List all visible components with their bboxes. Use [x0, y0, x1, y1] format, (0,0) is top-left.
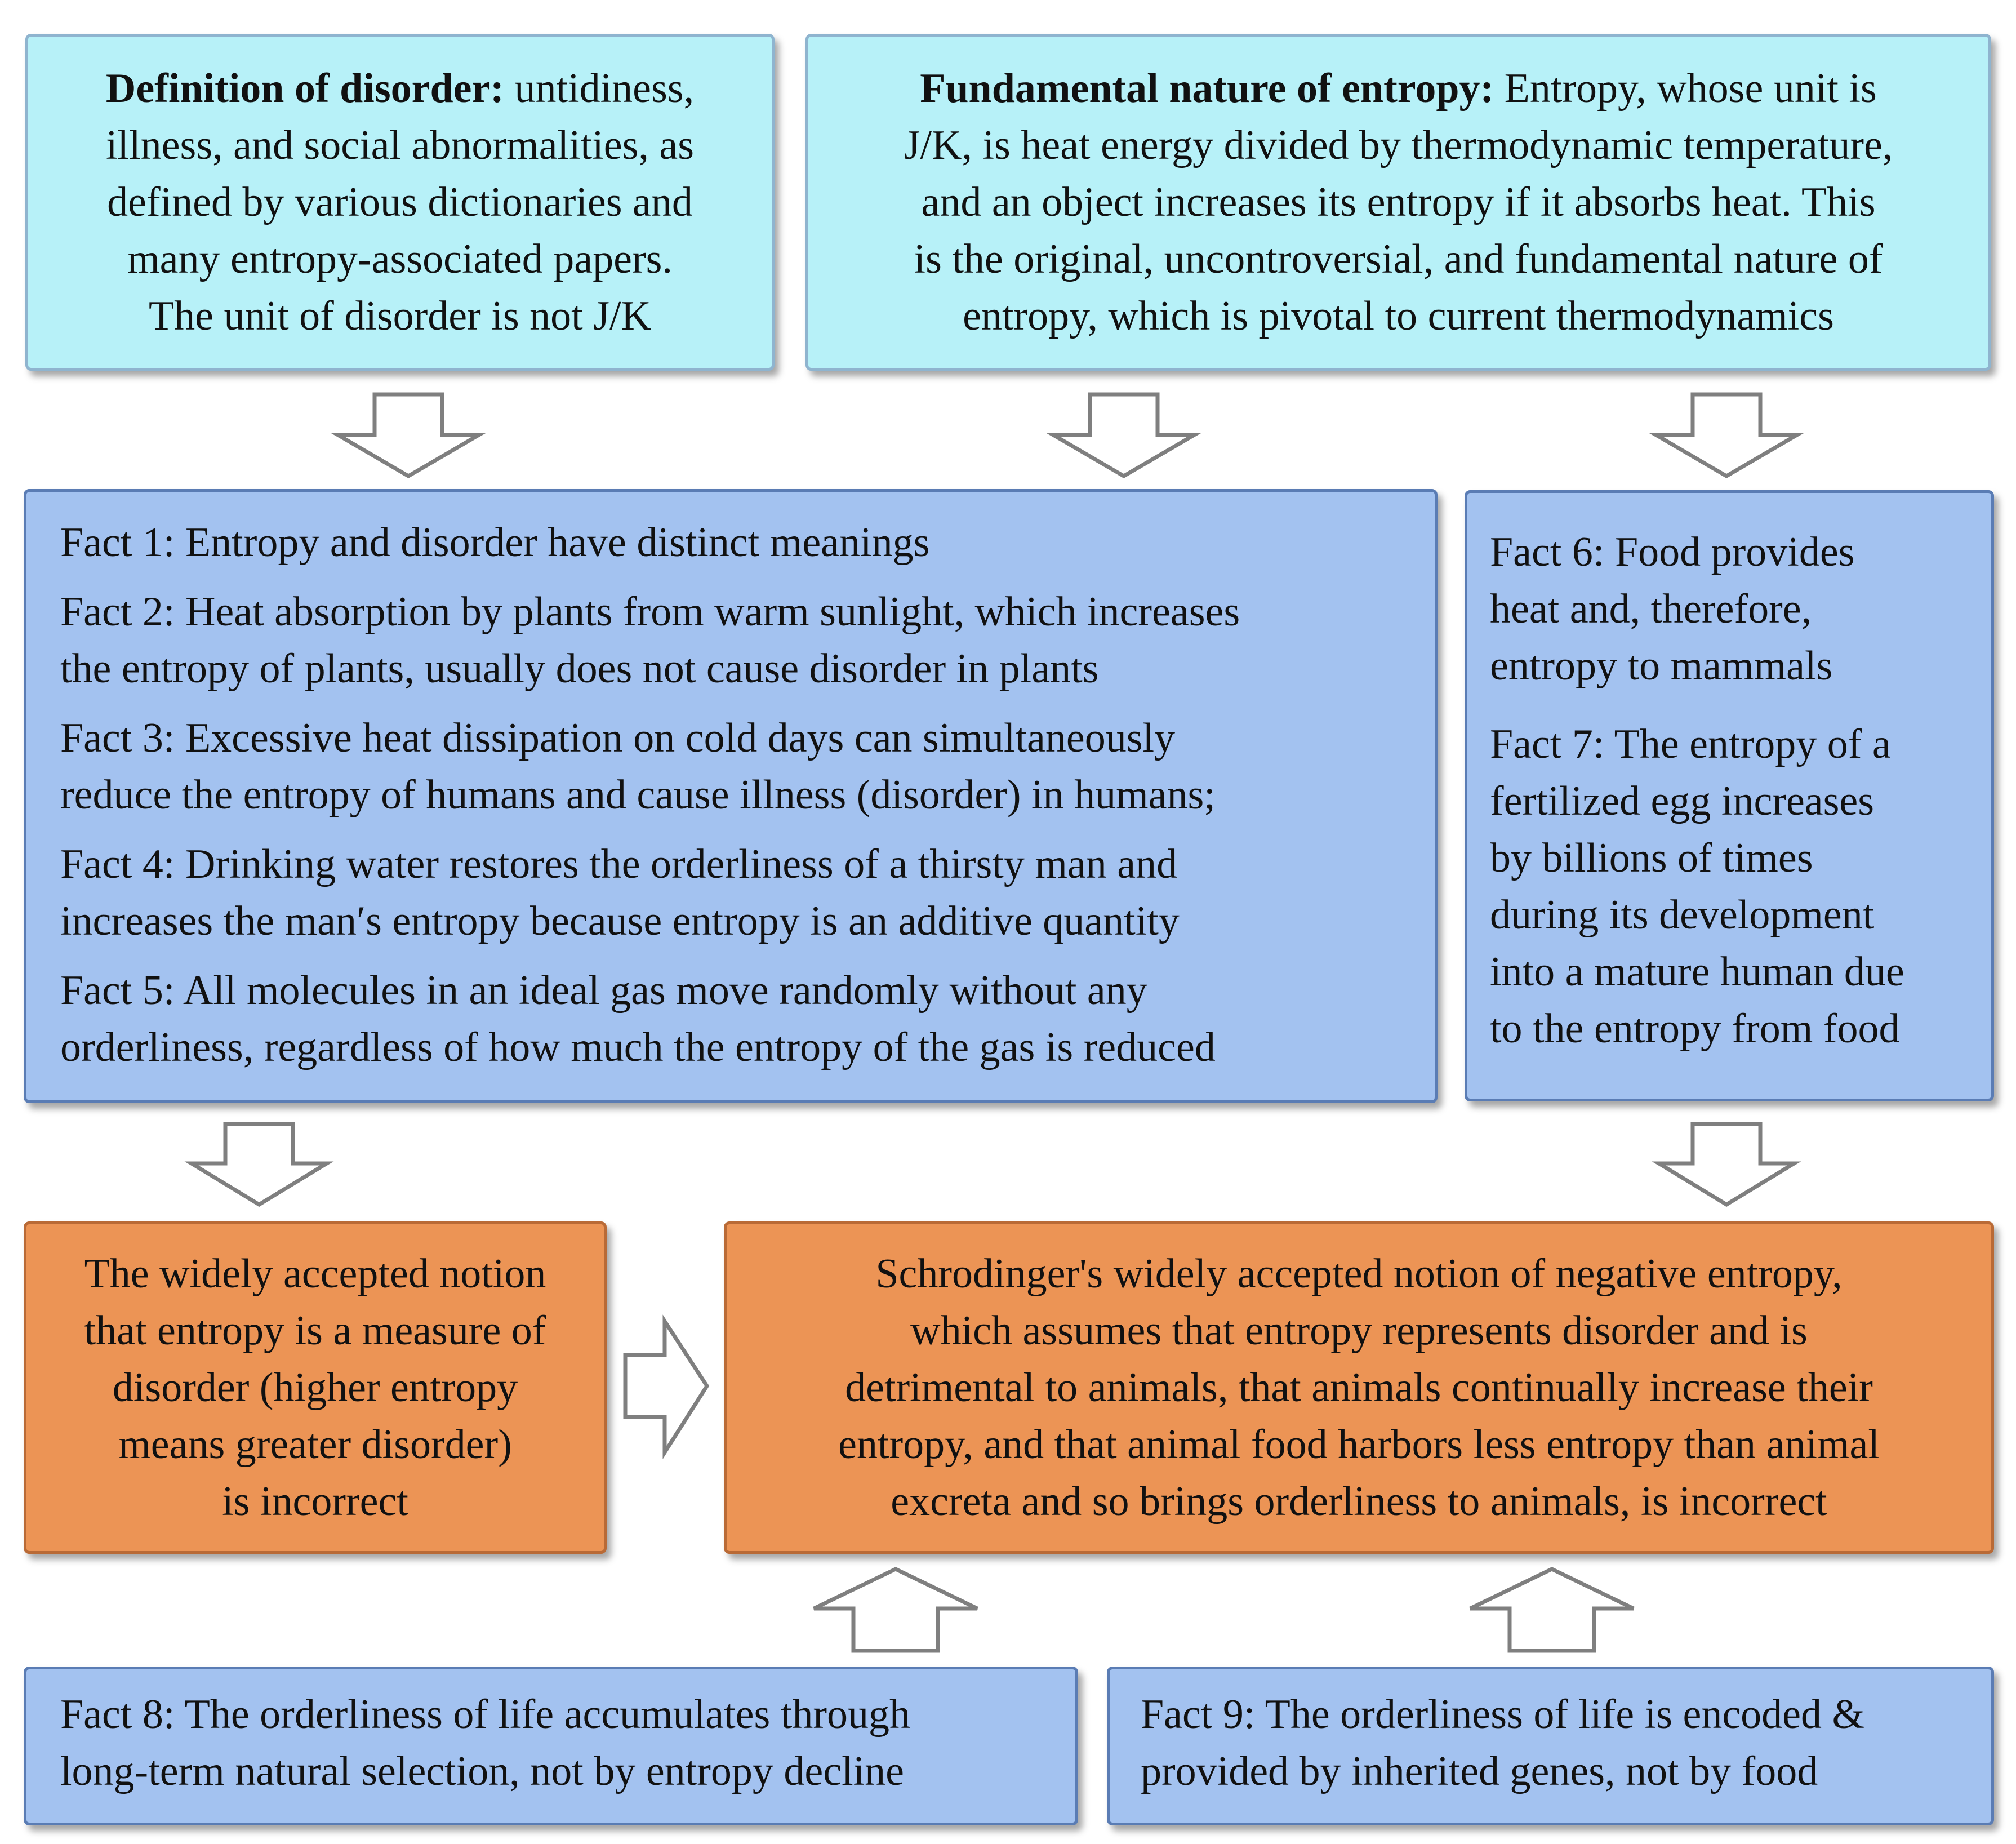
down-arrow-5: [1659, 1124, 1794, 1205]
disorder-line-4: many entropy-associated papers.: [127, 236, 673, 282]
conclusion-right-line-1: Schrodinger's widely accepted notion of negative entropy,: [875, 1250, 1843, 1297]
disorder-line-3: defined by various dictionaries and: [107, 179, 693, 225]
fact-7-line-6: to the entropy from food: [1490, 1006, 1900, 1052]
disorder-heading: Definition of disorder:: [105, 65, 504, 112]
fact-9-line-2: provided by inherited genes, not by food: [1141, 1748, 1818, 1794]
conclusion-left-line-2: that entropy is a measure of: [84, 1307, 546, 1354]
entropy-line-4: is the original, uncontroversial, and fundamental nature of: [914, 236, 1883, 282]
down-arrow-2: [1053, 394, 1194, 476]
entropy-line-5: entropy, which is pivotal to current thermodynamics: [963, 292, 1834, 339]
fact-2-line-2: the entropy of plants, usually does not cause disorder in plants: [60, 646, 1099, 692]
disorder-line-2: illness, and social abnormalities, as: [106, 122, 694, 168]
entropy-line-3: and an object increases its entropy if it absorbs heat. This: [921, 179, 1876, 225]
fact-8-line-2: long-term natural selection, not by entropy decline: [60, 1748, 905, 1794]
fact-3-line-2: reduce the entropy of humans and cause illness (disorder) in humans;: [60, 772, 1216, 818]
fact-7-line-2: fertilized egg increases: [1490, 778, 1875, 824]
fact-4-line-2: increases the man′s entropy because entropy is an additive quantity: [60, 898, 1180, 944]
entropy-line-1: Entropy, whose unit is: [1494, 65, 1877, 112]
fact-3-line-1: Fact 3: Excessive heat dissipation on cold days can simultaneously: [60, 715, 1176, 761]
fact-9-line-1: Fact 9: The orderliness of life is encoded &: [1141, 1691, 1865, 1738]
fact-5-line-2: orderliness, regardless of how much the entropy of the gas is reduced: [60, 1024, 1216, 1070]
fact-8-line-1: Fact 8: The orderliness of life accumulates through: [60, 1691, 911, 1738]
fact-1: Fact 1: Entropy and disorder have distinct meanings: [60, 519, 930, 566]
fact-6-line-3: entropy to mammals: [1490, 643, 1833, 689]
conclusion-left-line-1: The widely accepted notion: [84, 1250, 546, 1297]
conclusion-right-line-2: which assumes that entropy represents disorder and is: [910, 1307, 1808, 1354]
fact-4-line-1: Fact 4: Drinking water restores the orderliness of a thirsty man and: [60, 841, 1178, 887]
conclusion-left-line-4: means greater disorder): [118, 1421, 512, 1468]
conclusion-left-line-5: is incorrect: [222, 1478, 408, 1525]
fact-2-line-1: Fact 2: Heat absorption by plants from warm sunlight, which increases: [60, 589, 1240, 635]
fact-5-line-1: Fact 5: All molecules in an ideal gas move randomly without any: [60, 967, 1147, 1014]
disorder-line-5: The unit of disorder is not J/K: [148, 292, 651, 339]
fact-7-line-4: during its development: [1490, 892, 1875, 938]
down-arrow-3: [1656, 394, 1797, 476]
entropy-heading: Fundamental nature of entropy:: [920, 65, 1494, 112]
fact-7-line-1: Fact 7: The entropy of a: [1490, 721, 1891, 767]
up-arrow-1: [814, 1569, 977, 1651]
fact-6-line-2: heat and, therefore,: [1490, 586, 1812, 632]
fact-6-line-1: Fact 6: Food provides: [1490, 529, 1855, 575]
fact-7-line-5: into a mature human due: [1490, 949, 1904, 995]
fact-7-line-3: by billions of times: [1490, 835, 1813, 881]
disorder-line-1: untidiness,: [504, 65, 695, 112]
up-arrow-2: [1470, 1569, 1634, 1651]
entropy-line-2: J/K, is heat energy divided by thermodynamic temperature,: [904, 122, 1893, 168]
right-arrow: [625, 1321, 707, 1452]
down-arrow-4: [192, 1124, 327, 1205]
conclusion-left-line-3: disorder (higher entropy: [112, 1364, 518, 1411]
conclusion-right-line-5: excreta and so brings orderliness to animals, is incorrect: [891, 1478, 1827, 1525]
down-arrow-1: [338, 394, 479, 476]
conclusion-right-line-3: detrimental to animals, that animals continually increase their: [845, 1364, 1873, 1411]
conclusion-right-line-4: entropy, and that animal food harbors less entropy than animal: [838, 1421, 1880, 1468]
